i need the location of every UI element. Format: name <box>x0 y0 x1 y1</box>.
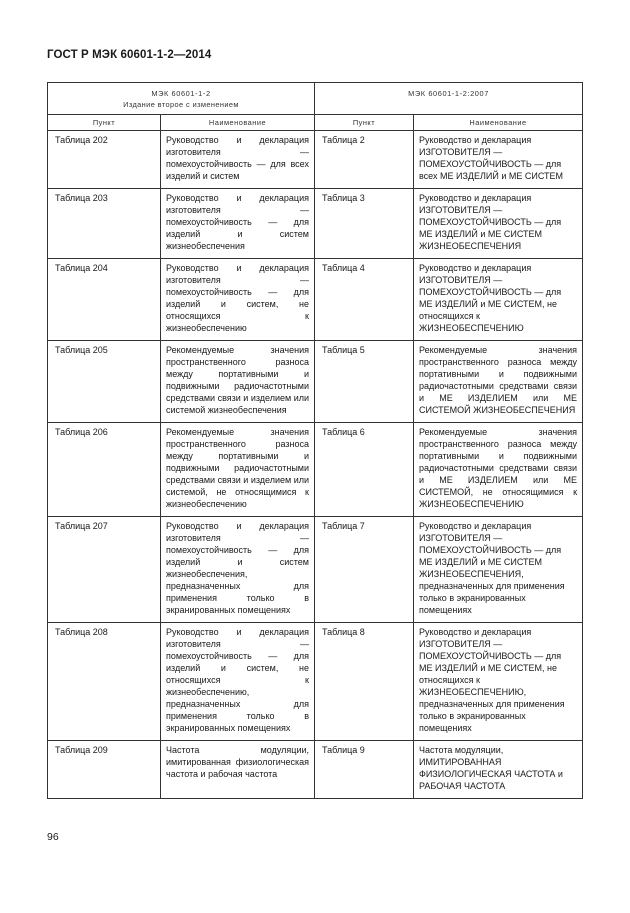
left-standard-header <box>48 83 315 115</box>
left-name-cell: Руководство и декларация изготовителя — помехоустойчивость — для изделий и систем, не относящихся к жизнеобеспечению, предназначенных для применения только в экранированных помещениях <box>161 623 315 741</box>
left-name-cell: Частота модуляции, имитированная физиологическая частота и рабочая частота <box>161 741 315 799</box>
table-row <box>48 259 583 341</box>
right-standard-header <box>315 83 583 115</box>
table-row <box>48 341 583 423</box>
table-row <box>48 517 583 623</box>
right-name-cell: Руководство и декларация ИЗГОТОВИТЕЛЯ — ПОМЕХОУСТОЙЧИВОСТЬ — для всех МЕ ИЗДЕЛИЙ и МЕ СИСТЕМ <box>414 131 583 189</box>
right-item-cell: Таблица 5 <box>315 341 414 423</box>
left-item-cell: Таблица 205 <box>48 341 161 423</box>
left-standard-name: МЭК 60601-1-2 <box>151 89 211 98</box>
right-item-cell: Таблица 4 <box>315 259 414 341</box>
left-item-cell: Таблица 202 <box>48 131 161 189</box>
right-item-cell: Таблица 7 <box>315 517 414 623</box>
correspondence-table <box>47 82 583 799</box>
right-name-cell: Руководство и декларация ИЗГОТОВИТЕЛЯ — ПОМЕХОУСТОЙЧИВОСТЬ — для МЕ ИЗДЕЛИЙ и МЕ СИСТЕМ, не относящихся к ЖИЗНЕОБЕСПЕЧЕНИЮ, предназначенных для применения только в экранированных помещениях <box>414 623 583 741</box>
left-standard-edition: Издание второе с изменением <box>123 100 239 109</box>
right-item-cell: Таблица 2 <box>315 131 414 189</box>
right-item-cell: Таблица 3 <box>315 189 414 259</box>
right-name-cell: Руководство и декларация ИЗГОТОВИТЕЛЯ — ПОМЕХОУСТОЙЧИВОСТЬ — для МЕ ИЗДЕЛИЙ и МЕ СИСТЕМ, не относящихся к ЖИЗНЕОБЕСПЕЧЕНИЮ <box>414 259 583 341</box>
column-header-right-item: Пункт <box>315 115 414 131</box>
left-name-cell: Руководство и декларация изготовителя — помехоустойчивость — для изделий и систем, не относящихся к жизнеобеспечению <box>161 259 315 341</box>
table-row <box>48 189 583 259</box>
page-number: 96 <box>47 831 59 843</box>
right-item-cell: Таблица 8 <box>315 623 414 741</box>
right-name-cell: Рекомендуемые значения пространственного разноса между портативными и подвижными радиочастотными средствами связи и МЕ ИЗДЕЛИЕМ или МЕ СИСТЕМОЙ ЖИЗНЕОБЕСПЕЧЕНИЯ <box>414 341 583 423</box>
left-item-cell: Таблица 209 <box>48 741 161 799</box>
left-item-cell: Таблица 203 <box>48 189 161 259</box>
standards-header-row <box>48 83 583 115</box>
column-header-right-name: Наименование <box>414 115 583 131</box>
right-item-cell: Таблица 9 <box>315 741 414 799</box>
right-standard-name: МЭК 60601-1-2:2007 <box>408 89 489 98</box>
left-name-cell: Рекомендуемые значения пространственного разноса между портативными и подвижными радиочастотными средствами связи и изделием или системой жизнеобеспечения <box>161 341 315 423</box>
left-item-cell: Таблица 207 <box>48 517 161 623</box>
column-header-left-item: Пункт <box>48 115 161 131</box>
table-row <box>48 623 583 741</box>
right-item-cell: Таблица 6 <box>315 423 414 517</box>
table-row <box>48 741 583 799</box>
right-name-cell: Руководство и декларация ИЗГОТОВИТЕЛЯ — ПОМЕХОУСТОЙЧИВОСТЬ — для МЕ ИЗДЕЛИЙ и МЕ СИСТЕМ ЖИЗНЕОБЕСПЕЧЕНИЯ <box>414 189 583 259</box>
right-name-cell: Руководство и декларация ИЗГОТОВИТЕЛЯ — ПОМЕХОУСТОЙЧИВОСТЬ — для МЕ ИЗДЕЛИЙ и МЕ СИСТЕМ ЖИЗНЕОБЕСПЕЧЕНИЯ, предназначенных для применения только в экранированных помещениях <box>414 517 583 623</box>
left-name-cell: Рекомендуемые значения пространственного разноса между портативными и подвижными радиочастотными средствами связи и изделием или системой, не относящимися к жизнеобеспечению <box>161 423 315 517</box>
right-name-cell: Частота модуляции, ИМИТИРОВАННАЯ ФИЗИОЛОГИЧЕСКАЯ ЧАСТОТА и РАБОЧАЯ ЧАСТОТА <box>414 741 583 799</box>
document-header: ГОСТ Р МЭК 60601-1-2—2014 <box>47 49 212 61</box>
left-item-cell: Таблица 204 <box>48 259 161 341</box>
right-name-cell: Рекомендуемые значения пространственного разноса между портативными и подвижными радиочастотными средствами связи и МЕ ИЗДЕЛИЕМ или МЕ СИСТЕМОЙ, не относящимися к ЖИЗНЕОБЕСПЕЧЕНИЮ <box>414 423 583 517</box>
left-item-cell: Таблица 208 <box>48 623 161 741</box>
left-name-cell: Руководство и декларация изготовителя — помехоустойчивость — для всех изделий и систем <box>161 131 315 189</box>
table-row <box>48 131 583 189</box>
table-row <box>48 423 583 517</box>
left-name-cell: Руководство и декларация изготовителя — помехоустойчивость — для изделий и систем жизнеобеспечения, предназначенных для применения только в экранированных помещениях <box>161 517 315 623</box>
left-item-cell: Таблица 206 <box>48 423 161 517</box>
column-header-row <box>48 115 583 131</box>
column-header-left-name: Наименование <box>161 115 315 131</box>
left-name-cell: Руководство и декларация изготовителя — помехоустойчивость — для изделий и систем жизнеобеспечения <box>161 189 315 259</box>
